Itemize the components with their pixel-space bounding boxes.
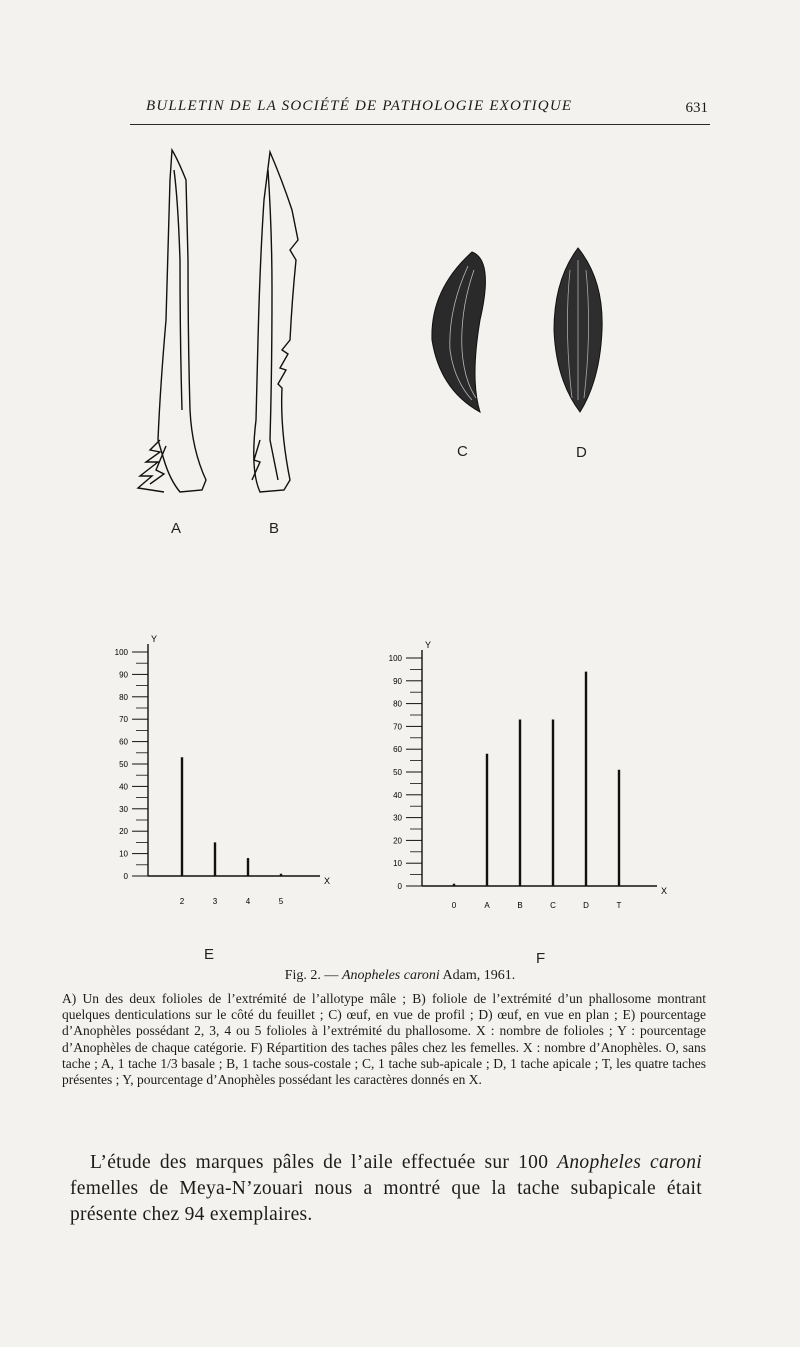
y-tick-label: 100	[114, 648, 128, 657]
x-tick-label: B	[517, 901, 523, 910]
x-tick-label: T	[616, 901, 622, 910]
y-tick-label: 0	[397, 882, 402, 891]
y-axis-label: Y	[425, 640, 432, 650]
y-tick-label: 0	[123, 872, 128, 881]
y-tick-label: 100	[388, 654, 402, 663]
panel-label-f: F	[536, 950, 546, 967]
foliole-b-drawing	[252, 152, 298, 492]
y-tick-label: 80	[119, 692, 128, 702]
y-tick-label: 90	[393, 676, 402, 686]
y-tick-label: 80	[393, 699, 402, 709]
x-tick-label: A	[484, 901, 490, 910]
egg-drawings	[420, 240, 620, 420]
y-tick-label: 70	[119, 715, 128, 725]
header-rule	[130, 124, 710, 125]
y-tick-label: 30	[393, 813, 402, 823]
egg-profile-drawing	[432, 252, 486, 412]
figure-caption-text: A) Un des deux folioles de l’extrémité de l’allotype mâle ; B) foliole de l’extrémité d’un phallosome montrant quelques denticulations sur le côté du feuillet ; C) œuf, en vue de profil ; D) œuf, en vue en plan ; E) pourcentage d’Anophèles possédant 2, 3, 4 ou 5 folioles à l’extrémité du phallosome. X : nombre de folioles ; Y : pourcentage d’Anophèles de chaque catégorie. F) Répartition des taches pâles chez les femelles. X : nombre d’Anophèles. O, sans tache ; A, 1 tache 1/3 basale ; B, 1 tache sous-costale ; C, 1 tache sub-apicale ; D, 1 tache apicale ; T, les quatre taches présentes ; Y, pourcentage d’Anophèles possédant les caractères donnés en X.	[62, 991, 706, 1088]
y-tick-label: 20	[119, 827, 128, 837]
x-tick-label: 0	[451, 901, 457, 910]
body-species: Anopheles caroni	[557, 1152, 702, 1173]
y-tick-label: 40	[393, 790, 402, 800]
panel-label-d: D	[576, 444, 587, 461]
y-tick-label: 10	[119, 849, 128, 859]
body-paragraph	[70, 1150, 702, 1228]
y-axis-label: Y	[151, 634, 158, 644]
page-number: 631	[685, 100, 708, 116]
y-tick-label: 50	[393, 768, 402, 777]
chart-f	[360, 640, 680, 930]
panel-label-a: A	[171, 520, 182, 537]
y-tick-label: 90	[119, 670, 128, 680]
y-tick-label: 40	[119, 782, 128, 792]
panel-label-e: E	[204, 946, 215, 963]
x-tick-label: 3	[212, 897, 218, 906]
x-axis-label: X	[324, 876, 331, 886]
y-tick-label: 20	[393, 836, 402, 846]
x-tick-label: C	[550, 901, 556, 910]
caption-title-suffix: Adam, 1961.	[439, 968, 516, 983]
y-tick-label: 70	[393, 722, 402, 732]
x-tick-label: 2	[179, 897, 185, 906]
running-header	[130, 98, 710, 122]
x-tick-label: D	[583, 901, 589, 910]
running-title: BULLETIN DE LA SOCIÉTÉ DE PATHOLOGIE EXOTIQUE	[146, 98, 573, 114]
x-axis-label: X	[661, 886, 668, 896]
foliole-drawings	[120, 140, 320, 500]
chart-e	[95, 634, 355, 910]
y-tick-label: 10	[393, 859, 402, 869]
y-tick-label: 60	[119, 737, 128, 747]
panel-label-c: C	[457, 443, 468, 460]
panel-label-b: B	[269, 520, 280, 537]
egg-plan-drawing	[554, 248, 602, 412]
caption-title-species: Anopheles caroni	[341, 968, 440, 983]
foliole-a-drawing	[138, 150, 206, 492]
x-tick-label: 5	[278, 897, 284, 906]
body-text-after: femelles de Meya-N’zouari nous a montré que la tache subapicale était présente chez 94 exemplaires.	[70, 1178, 702, 1225]
caption-title-prefix: Fig. 2. —	[284, 968, 342, 983]
body-text-before: L’étude des marques pâles de l’aile effectuée sur 100	[90, 1152, 558, 1173]
y-tick-label: 60	[393, 745, 402, 755]
figure-caption-title	[0, 968, 800, 984]
y-tick-label: 50	[119, 760, 128, 769]
y-tick-label: 30	[119, 804, 128, 814]
x-tick-label: 4	[245, 897, 251, 906]
